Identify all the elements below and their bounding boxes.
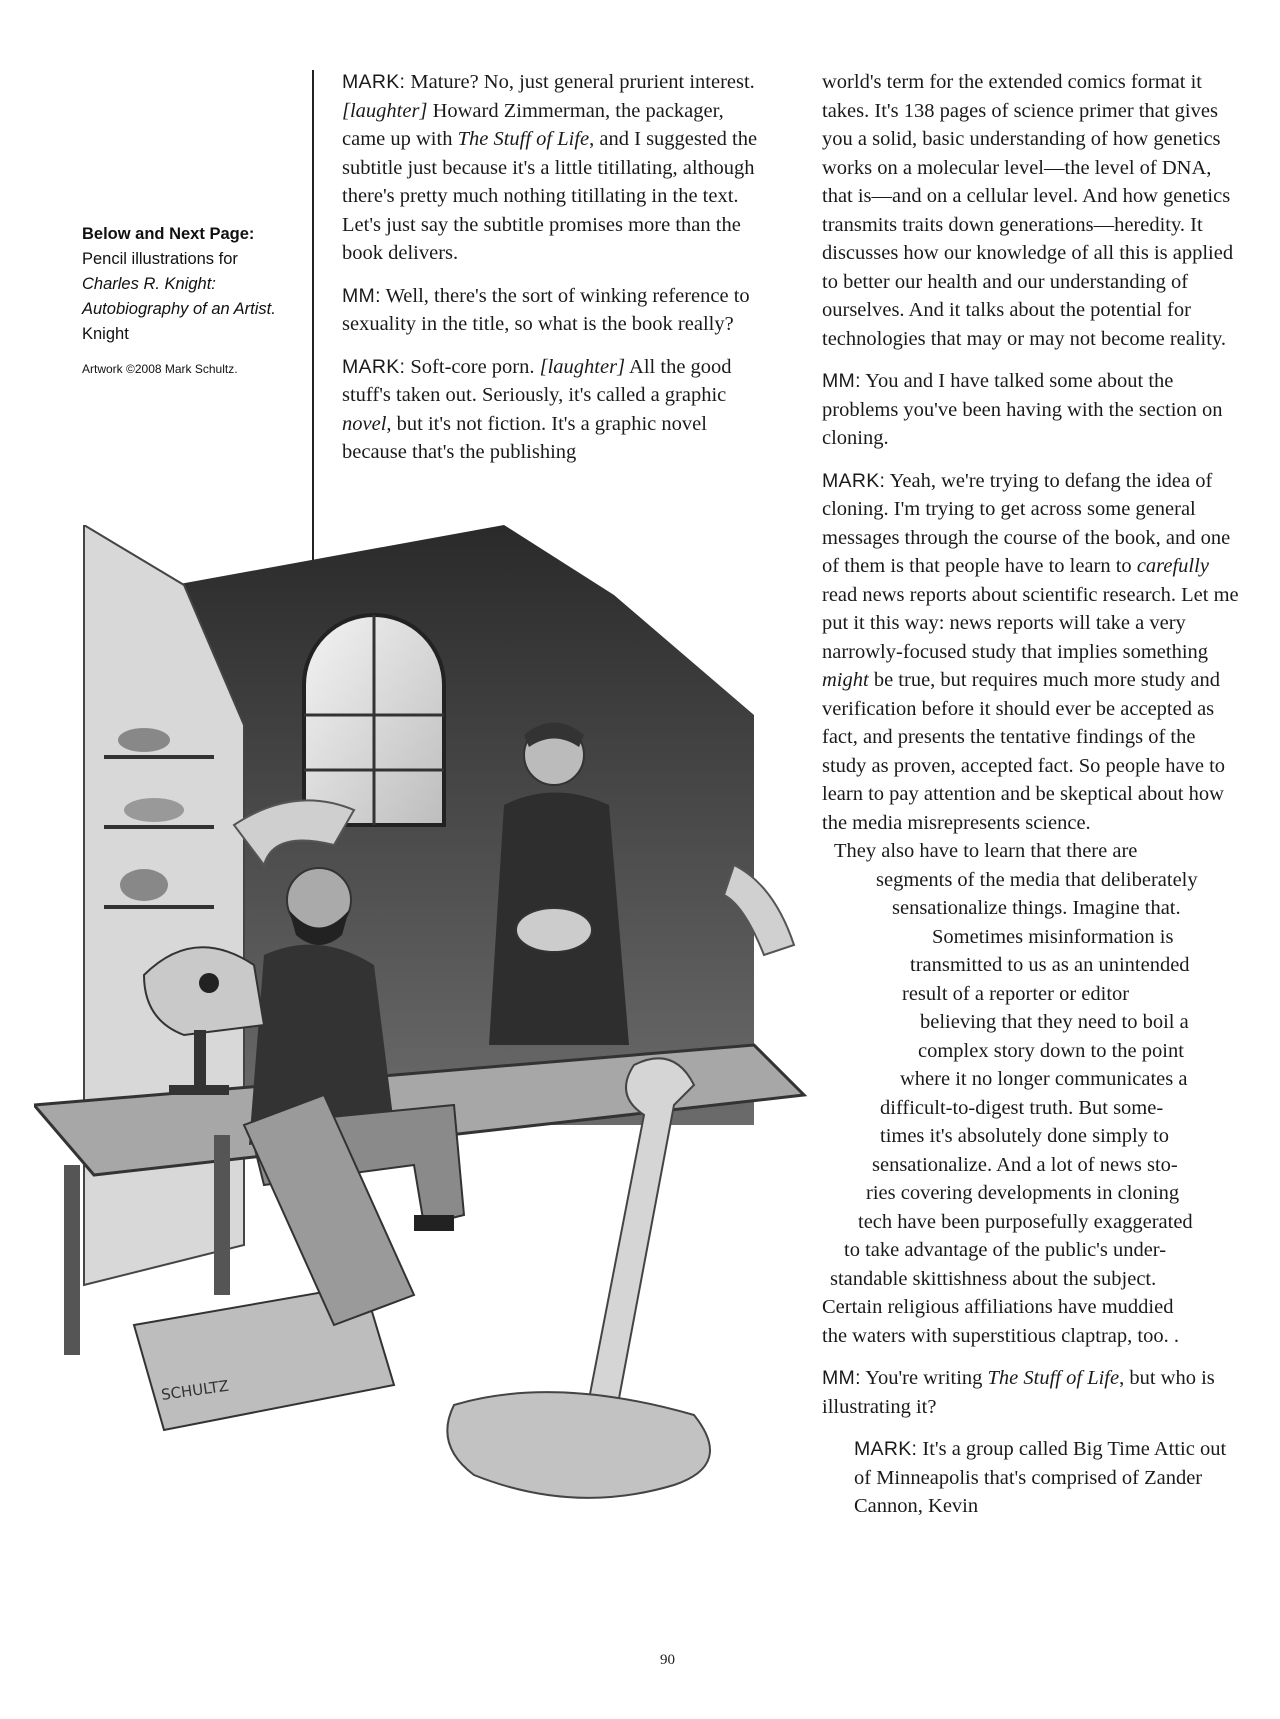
caption-line3: Knight xyxy=(82,325,129,343)
paragraph: MM: You're writing The Stuff of Life, but who is illustrating it? xyxy=(822,1367,1215,1418)
speaker-label: MARK: xyxy=(854,1438,918,1460)
speaker-label: MARK: xyxy=(342,355,406,378)
caption-heading: Below and Next Page: xyxy=(82,225,255,243)
paragraph: MARK: Mature? No, just general prurient interest. [laughter] Howard Zimmerman, the packager, came up with The Stuff of Life, and I suggested the subtitle just because it's a little titillating, although there's pretty much nothing titillating in the text. Let's just say the subtitle promises more than the book delivers. xyxy=(342,71,758,264)
interview-column-2 xyxy=(822,68,1240,1535)
column-divider xyxy=(312,70,314,564)
sidebar-caption xyxy=(82,222,302,377)
speaker-label: MM: xyxy=(822,1367,861,1389)
paragraph: world's term for the extended comics format it takes. It's 138 pages of science primer that gives you a solid, basic understanding of how genetics works on a molecular level—the level of DNA, that is—and on a cellular level. And how genetics transmits traits down generations—heredity. It discusses how our knowledge of all this is applied to better our health and our understanding of ourselves. And it talks about the potential for technologies that may or may not become reality. xyxy=(822,71,1234,350)
paragraph: MARK: Soft-core porn. [laughter] All the good stuff's taken out. Seriously, it's called a graphic novel, but it's not fiction. It's a graphic novel because that's the publishing xyxy=(342,355,732,463)
speaker-label: MARK: xyxy=(342,71,406,93)
wrapped-paragraph: They also have to learn that there are segments of the media that deliberately sensationalize things. Imagine that. Sometimes misinformation is transmitted to us as an unintended result of a reporter or editor believing that they need to boil a complex story down to the point where it no longer communicates a difficult-to-digest truth. But some- times it's absolutely done simply to sensationalize. And a lot of news sto- ries covering developments in cloning tech have been purposefully exaggerated to take advantage of the public's under- standable skittishness about the subject. Certain religious affiliations have muddied the waters with superstitious claptrap, too. . xyxy=(822,840,1198,1347)
artist-signature: SCHULTZ xyxy=(160,1376,230,1404)
paragraph: MARK: Yeah, we're trying to defang the idea of cloning. I'm trying to get across some general messages through the course of the book, and one of them is that people have to learn to carefully read news reports about scientific research. Let me put it this way: news reports will take a very narrowly-focused study that implies something might be true, but requires much more study and verification before it should ever be accepted as fact, and presents the tentative findings of the study as proven, accepted fact. So people have to learn to pay attention and be skeptical about how the media misrepresents science. xyxy=(822,469,1239,834)
interview-column-1 xyxy=(342,68,772,481)
page-number: 90 xyxy=(660,1652,675,1668)
caption-credit: Artwork ©2008 Mark Schultz. xyxy=(82,362,238,376)
speaker-label: MM: xyxy=(342,284,381,307)
bone-pile xyxy=(447,1392,710,1498)
speaker-label: MM: xyxy=(822,370,861,392)
caption-book-title: Charles R. Knight: Autobiography of an Artist. xyxy=(82,275,276,318)
caption-line1: Pencil illustrations for xyxy=(82,250,238,268)
paragraph: MM: Well, there's the sort of winking reference to sexuality in the title, so what is the book really? xyxy=(342,284,750,335)
paragraph: MM: You and I have talked some about the problems you've been having with the section on cloning. xyxy=(822,370,1223,449)
pencil-illustration-paleontologist-study xyxy=(34,525,824,1655)
paragraph: MARK: It's a group called Big Time Attic out of Minneapolis that's comprised of Zander Cannon, Kevin xyxy=(854,1438,1227,1517)
speaker-label: MARK: xyxy=(822,469,886,492)
